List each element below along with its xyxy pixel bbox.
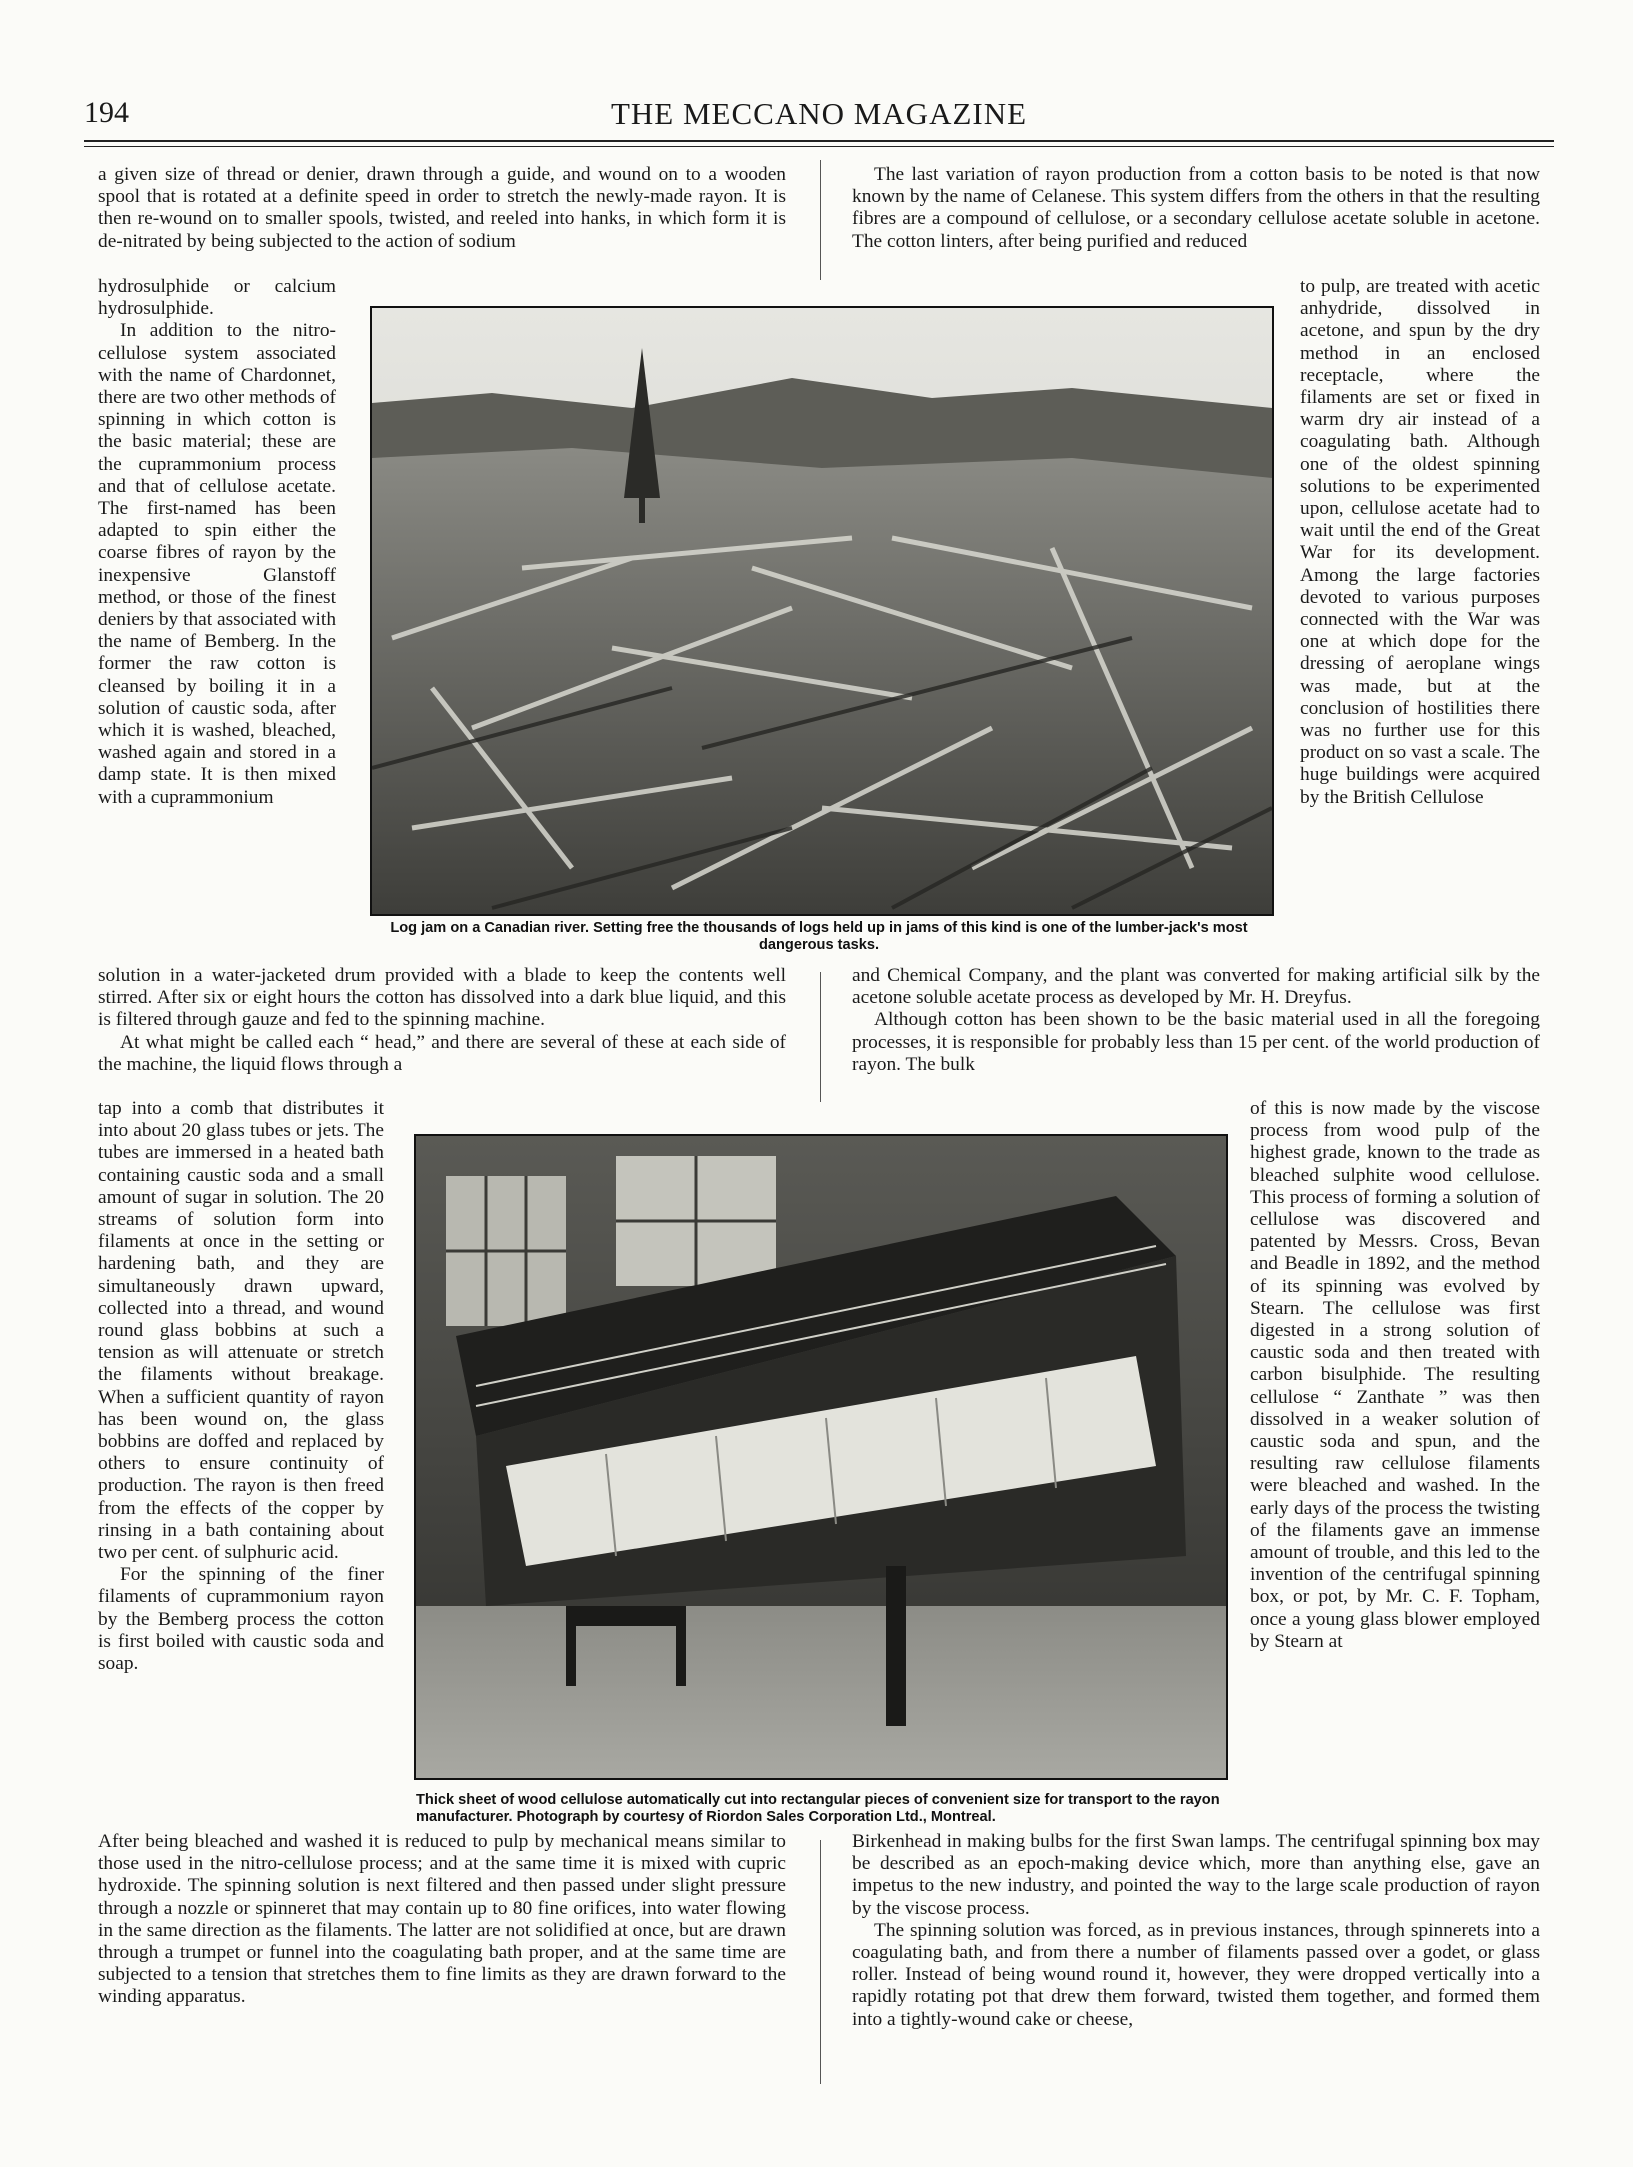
right-column-bottom-text: Birkenhead in making bulbs for the first Swan lamps. The centrifugal spinning box may be described as an epoch-making device which, more than anything else, gave an impetus to the new industry, and pointed the way to the large scale production of rayon by the viscose process. The spinning solution was forced, as in previous instances, through spinnerets into a coagulating bath, and from there a number of filaments passed over a godet, or glass roller. Instead of being wound round it, however, they were dropped vertically into a rapidly rotating pot that drew them forward, twisted them together, and formed them into a tightly-wound cake or cheese,	[852, 1831, 1540, 2030]
right-column-side-text-1: to pulp, are treated with acetic anhydride, dissolved in acetone, and spun by the dry method in an enclosed receptacle, where the filaments are set or fixed in warm dry air instead of a coagulating bath. Although one of the oldest spinning solutions to be experimented upon, cellulose acetate had to wait until the end of the Great War for its development. Among the large factories devoted to various purposes connected with the War was one at which dope for the dressing of aeroplane wings was made, but at the conclusion of hostilities there was no further use for this product on so vast a scale. The huge buildings were acquired by the British Cellulose	[1300, 276, 1540, 808]
wood-cellulose-caption: Thick sheet of wood cellulose automatically cut into rectangular pieces of convenient size for transport to the rayon manufacturer. Photograph by courtesy of Riordon Sales Corporation Ltd., Montreal.	[416, 1792, 1220, 1825]
left-column-top-text: a given size of thread or denier, drawn through a guide, and wound on to a wooden spool that is rotated at a definite speed in order to stretch the newly-made rayon. It is then re-wound on to smaller spools, twisted, and reeled into hanks, in which form it is de-nitrated by being subjected to the action of sodium	[98, 164, 786, 252]
right-column-side-text-2: of this is now made by the viscose process from wood pulp of the highest grade, known to the trade as bleached sulphite wood cellulose. This process of forming a solution of cellulose was discovered and patented by Messrs. Cross, Bevan and Beadle in 1892, and the method of its spinning was evolved by Stearn. The cellulose was first digested in a strong solution of caustic soda and then treated with carbon bisulphide. The resulting cellulose “ Zanthate ” was then dissolved in a weaker solution of caustic soda and spun, and the resulting raw cellulose filaments were bleached and washed. In the early days of the process the twisting of the filaments gave an immense amount of trouble, and this led to the invention of the centrifugal spinning box, or pot, by Mr. C. F. Topham, once a young glass blower employed by Stearn at	[1250, 1098, 1540, 1652]
page-header	[84, 96, 1554, 136]
column-divider	[820, 972, 821, 1102]
page-number: 194	[84, 96, 129, 129]
left-column-bottom-text: After being bleached and washed it is reduced to pulp by mechanical means similar to those used in the nitro-cellulose process; and at the same time it is mixed with cupric hydroxide. The spinning solution is next filtered and then passed under slight pressure through a nozzle or spinneret that may contain up to 80 fine orifices, into water flowing in the same direction as the filaments. The latter are not solidified at once, but are drawn through a trumpet or funnel into the coagulating bath proper, and at the same time are subjected to a tension that stretches them to fine limits as they are drawn forward to the winding apparatus.	[98, 1831, 786, 2008]
column-divider	[820, 160, 821, 280]
magazine-title: THE MECCANO MAGAZINE	[610, 96, 1028, 131]
left-column-side-text-2: tap into a comb that distributes it into about 20 glass tubes or jets. The tubes are immersed in a heated bath containing caustic soda and a small amount of sugar in solution. The 20 streams of solution form into filaments at once in the setting or hardening bath, and they are simultaneously drawn upward, collected into a thread, and wound round glass bobbins at such a tension as will attenuate or stretch the filaments without breakage. When a sufficient quantity of rayon has been wound on, the glass bobbins are doffed and replaced by others to ensure continuity of production. The rayon is then freed from the effects of the copper by rinsing in a bath containing about two per cent. of sulphuric acid. For the spinning of the finer filaments of cuprammonium rayon by the Bemberg process the cotton is first boiled with caustic soda and soap.	[98, 1098, 384, 1675]
header-rule-thin	[84, 146, 1554, 147]
log-jam-photo	[370, 306, 1274, 916]
right-column-top-text: The last variation of rayon production from a cotton basis to be noted is that now known by the name of Celanese. This system differs from the others in that the resulting fibres are a compound of cellulose, or a secondary cellulose acetate soluble in acetone. The cotton linters, after being purified and reduced	[852, 164, 1540, 252]
wood-cellulose-machine-image	[416, 1136, 1226, 1778]
wood-cellulose-machine-photo	[414, 1134, 1228, 1780]
log-jam-image	[372, 308, 1272, 914]
log-jam-caption: Log jam on a Canadian river. Setting free the thousands of logs held up in jams of this kind is one of the lumber-jack's most dangerous tasks.	[390, 920, 1248, 953]
left-column-side-text-1: hydrosulphide or calcium hydrosulphide. In addition to the nitro-cellulose system associated with the name of Chardonnet, there are two other methods of spinning in which cotton is the basic material; these are the cuprammonium process and that of cellulose acetate. The first-named has been adapted to spin either the coarse fibres of rayon by the inexpensive Glanstoff method, or those of the finest deniers by that associated with the name of Bemberg. In the former the raw cotton is cleansed by boiling it in a solution of caustic soda, after which it is washed, bleached, washed again and stored in a damp state. It is then mixed with a cuprammonium	[98, 276, 337, 808]
right-column-mid-text: and Chemical Company, and the plant was converted for making artificial silk by the acetone soluble acetate process as developed by Mr. H. Dreyfus. Although cotton has been shown to be the basic material used in all the foregoing processes, it is responsible for probably less than 15 per cent. of the world production of rayon. The bulk	[852, 965, 1540, 1075]
column-divider	[820, 1840, 821, 2084]
left-column-mid-text: solution in a water-jacketed drum provided with a blade to keep the contents well stirred. After six or eight hours the cotton has dissolved into a dark blue liquid, and this is filtered through gauze and fed to the spinning machine. At what might be called each “ head,” and there are several of these at each side of the machine, the liquid flows through a	[98, 965, 786, 1075]
header-rule	[84, 140, 1554, 142]
